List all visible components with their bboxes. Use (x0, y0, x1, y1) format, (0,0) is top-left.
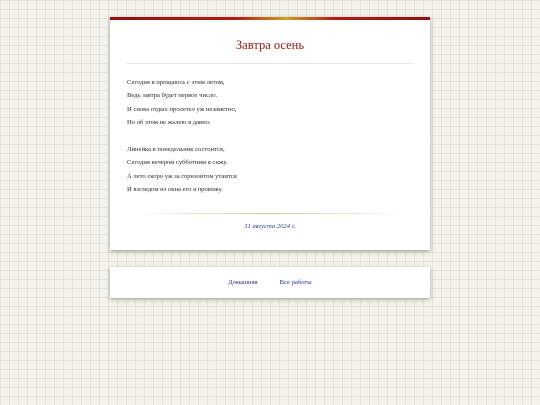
poem-line: Ведь завтра будет первое число. (127, 92, 218, 100)
poem-line: Но об этом не жалею я давно. (127, 119, 211, 127)
accent-bar (110, 17, 430, 20)
poem-date: 31 августа 2024 г. (244, 223, 296, 230)
poem-line: И взглядом из окна его я провожу. (127, 186, 223, 194)
poem-line: Сегодня я прощаюсь с этим летом, (127, 79, 225, 86)
home-link[interactable]: Домашняя (228, 279, 258, 286)
title-divider (126, 63, 414, 64)
stanza (127, 76, 236, 130)
stanza (127, 143, 237, 197)
date-divider (132, 213, 408, 214)
poem-card (110, 17, 430, 250)
poem-line: Линейка в понедельник состоится, (127, 146, 225, 153)
all-works-link[interactable]: Все работы (279, 279, 312, 286)
poem-line: Сегодня вечером субботним я сижу. (127, 159, 228, 167)
navigation-card (110, 267, 430, 298)
poem-title: Завтра осень (235, 38, 305, 52)
poem-line: А лето скоро уж за горизонтом утаится (127, 172, 237, 180)
poem-line: И снова отдых пролетел уж незаметно, (127, 105, 237, 113)
footer-nav (110, 267, 430, 298)
